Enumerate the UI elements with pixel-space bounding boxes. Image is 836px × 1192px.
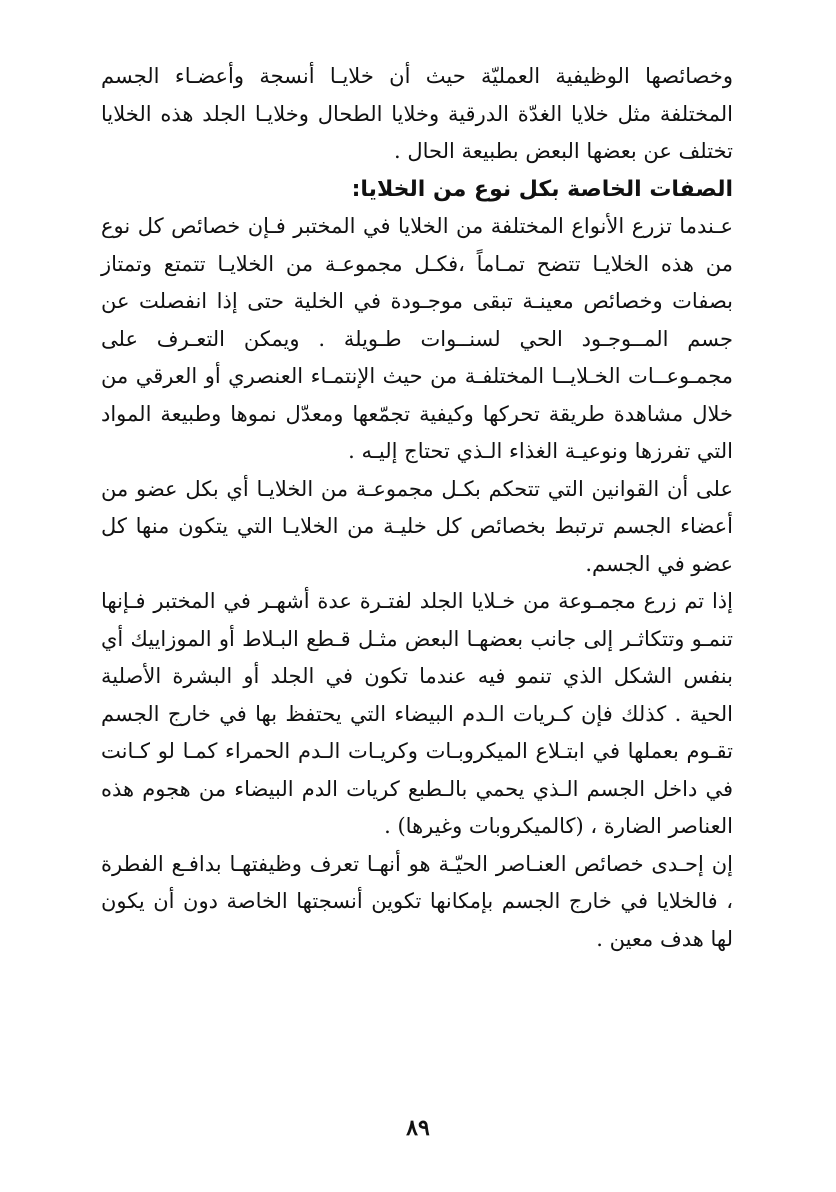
- paragraph-living-elements: إن إحـدى خصائص العنـاصر الحيّـة هو أنهـا تعرف وظيفتهـا بدافـع الفطرة ، فالخلايا في خارج الجسم بإمكانها تكوين أنسجتها الخاصة دون أن يكون لها هدف معين .: [101, 851, 733, 951]
- paragraph-intro: وخصائصها الوظيفية العمليّة حيث أن خلايـا أنسجة وأعضـاء الجسم المختلفة مثل خلايا الغدّة الدرقية وخلايا الطحال وخلايـا الجلد هذه الخلايا تختلف عن بعضها البعض بطبيعة الحال .: [101, 64, 733, 163]
- body-text: [101, 58, 733, 958]
- page-number: ٨٩: [406, 1115, 430, 1141]
- section-heading: الصفات الخاصة بكل نوع من الخلايا:: [351, 176, 733, 202]
- paragraph-organ-laws: على أن القوانين التي تتحكم بكـل مجموعـة من الخلايـا أي بكل عضو من أعضاء الجسم ترتبط بخصائص كل خليـة من الخلايـا التي يتكون منها كل عضو في الجسم.: [101, 476, 733, 576]
- paragraph-cell-types: عـندما تزرع الأنواع المختلفة من الخلايا في المختبر فـإن خصائص كل نوع من هذه الخلايـا تتضح تمـاماً ،فكـل مجموعـة من الخلايـا تتمتع وتمتاز بصفات وخصائص معينـة تبقى موجـودة في الخلية حتى إذا انفصلت عن جسم المــوجـود الحي لسنــوات طـويلة . ويمكن التعـرف على مجمـوعــات الخـلايــا المختلفـة من حيث الإنتمـاء العنصري أو العرقي من خلال مشاهدة طريقة تحركها وكيفية تجمّعها ومعدّل نموها وطبيعة المواد التي تفرزها ونوعيـة الغذاء الـذي تحتاج إليـه .: [101, 214, 734, 463]
- paragraph-skin-cells: إذا تم زرع مجمـوعة من خـلايا الجلد لفتـرة عدة أشهـر في المختبر فـإنها تنمـو وتتكاثـر إلى جانب بعضهـا البعض مثـل قـطع البـلاط أو الموزاييك أي بنفس الشكل الذي تنمو فيه عندما تكون في الجلد أو البشرة الأصلية الحية . كذلك فإن كـريات الـدم البيضاء التي يحتفظ بها في خارج الجسم تقـوم بعملها في ابتـلاع الميكروبـات وكريـات الـدم الحمراء كمـا لو كـانت في داخل الجسم الـذي يحمي بالـطبع كريات الدم البيضاء من هجوم هذه العناصر الضارة ، (كالميكروبات وغيرها) .: [101, 589, 733, 838]
